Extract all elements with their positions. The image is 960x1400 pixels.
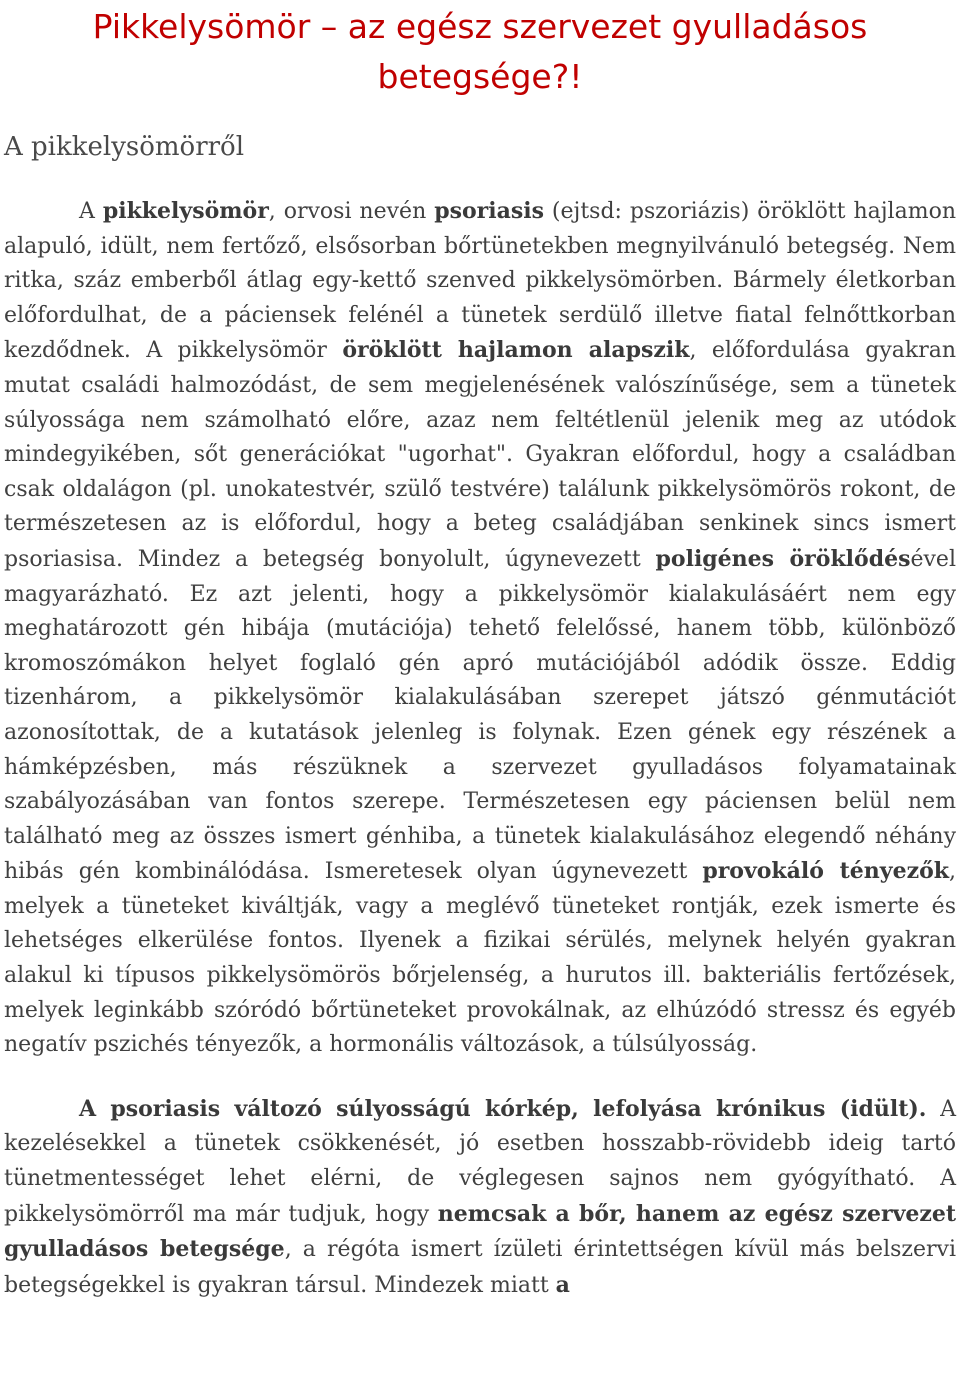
bold-term-provokalo-tenyezok: provokáló tényezők	[702, 858, 949, 885]
text-run: , orvosi nevén	[268, 199, 435, 224]
paragraph-course	[4, 1092, 956, 1304]
text-run: A	[79, 199, 103, 224]
document-title: Pikkelysömör – az egész szervezet gyulladásos betegsége?!	[92, 7, 868, 96]
text-run: ével magyarázható. Ez azt jelenti, hogy a pikkelysömör kialakulásáért nem egy meghatározott gén hibája (mutációja) tehető felelőssé, hanem több, különböző kromoszómákon helyet foglaló gén apró mutációjából adódik össze. Eddig tizenhárom, a pikkelysömör kialakulásában szerepet játszó génmutációt azonosítottak, de a kutatások jelenleg is folynak. Ezen gének egy részének a hámképzésben, más részüknek a szervezet gyulladásos folyamatainak szabályozásában van fontos szerepe. Természetesen egy páciensen belül nem található meg az összes ismert génhiba, a tünetek kialakulásához elegendő néhány hibás gén kombinálódása. Ismeretesek olyan úgynevezett	[4, 546, 956, 885]
text-run: A kezelésekkel a tünetek csökkenését, jó esetben hosszabb-rövidebb ideig tartó tünetmentességet lehet elérni, de véglegesen sajnos nem gyógyítható. A pikkelysömörről ma már tudjuk, hogy	[4, 1096, 956, 1227]
bold-term-poligenes-oroklodes: poligénes öröklődés	[655, 545, 911, 572]
text-run: , előfordulása gyakran mutat családi halmozódást, de sem megjelenésének valószínűsége, sem a tünetek súlyossága nem számolható előre, azaz nem feltétlenül jelenik meg az utódok mindegyikében, sőt generációkat "ugorhat". Gyakran előfordul, hogy a családban csak oldalágon (pl. unokatestvér, szülő testvére) találunk pikkelysömörös rokont, de természetesen az is előfordul, hogy a beteg családjában senkinek sincs ismert psoriasisa. Mindez a betegség bonyolult, úgynevezett	[4, 338, 957, 572]
bold-sentence-lefolyas: A psoriasis változó súlyosságú kórkép, lefolyása krónikus (idült).	[79, 1095, 927, 1122]
bold-term-oroklott-hajlamon: öröklött hajlamon alapszik	[342, 337, 690, 364]
section-heading: A pikkelysömörről	[4, 132, 245, 162]
text-run: , a régóta ismert ízületi érintettségen kívül más belszervi betegségekkel is gyakran társul. Mindezek miatt	[4, 1237, 956, 1298]
bold-phrase-egesz-szervezet: nemcsak a bőr, hanem az egész szervezet gyulladásos betegsége	[4, 1200, 957, 1263]
paragraph-intro	[4, 194, 956, 1063]
bold-word-a: a	[555, 1271, 570, 1298]
document-page	[4, 0, 956, 1303]
text-run: (ejtsd: pszoriázis) öröklött hajlamon alapuló, idült, nem fertőző, elsősorban bőrtünetekben megnyilvánuló betegség. Nem ritka, száz emberből átlag egy-kettő szenved pikkelysömörben. Bármely életkorban előfordulhat, de a páciensek felénél a tünetek serdülő illetve fiatal felnőttkorban kezdődnek. A pikkelysömör	[4, 199, 956, 364]
text-run: , melyek a tüneteket kiváltják, vagy a meglévő tüneteket rontják, ezek ismerte és lehetséges elkerülése fontos. Ilyenek a fizikai sérülés, melynek helyén gyakran alakul ki típusos pikkelysömörös bőrjelenség, a hurutos ill. bakteriális fertőzések, melyek leginkább szóródó bőrtüneteket provokálnak, az elhúzódó stressz és egyéb negatív pszichés tényezők, a hormonális változások, a túlsúlyosság.	[4, 859, 956, 1058]
bold-term-pikkelysomor: pikkelysömör	[102, 198, 269, 224]
bold-term-psoriasis: psoriasis	[434, 198, 544, 224]
